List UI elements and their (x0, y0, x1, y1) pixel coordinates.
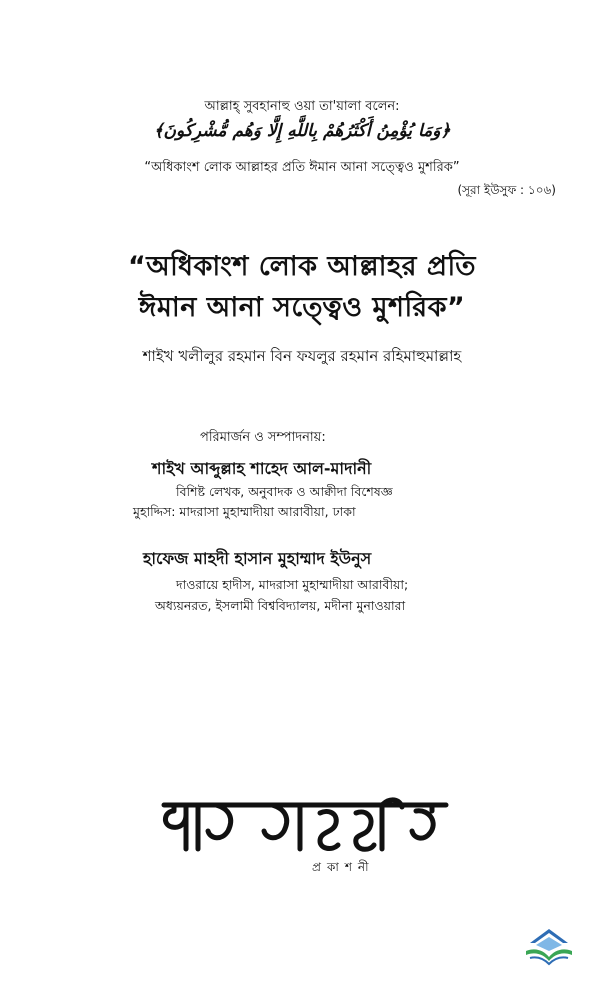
editing-label: পরিমার্জন ও সম্পাদনায়: (200, 430, 326, 445)
editor-1-affiliation: মুহাদ্দিস: মাদরাসা মুহাম্মাদীয়া আরাবীয়া, ঢাকা (133, 504, 356, 519)
surah-reference: (সূরা ইউসুফ : ১০৬) (457, 183, 556, 197)
intro-line: আল্লাহ্ সুবহানাহু ওয়া তা'য়ালা বলেন: (204, 99, 400, 114)
editor-1-description: বিশিষ্ট লেখক, অনুবাদক ও আক্বীদা বিশেষজ্ঞ (176, 484, 393, 499)
editor-1-name: শাইখ আব্দুল্লাহ শাহেদ আল-মাদানী (152, 459, 372, 478)
editor-2-name: হাফেজ মাহদী হাসান মুহাম্মাদ ইউনুস (143, 549, 372, 568)
publisher-subtitle: প্রকাশনী (312, 860, 375, 874)
publisher-logo (160, 795, 450, 855)
verse-translation: “অধিকাংশ লোক আল্লাহর প্রতি ঈমান আনা সত্ত্বেও মুশরিক” (144, 160, 460, 175)
editor-2-description: দাওরায়ে হাদীস, মাদরাসা মুহাম্মাদীয়া আরাবীয়া; (176, 577, 409, 592)
editor-2-affiliation: অধ্যয়নরত, ইসলামী বিশ্ববিদ্যালয়, মদীনা মুনাওয়ারা (155, 598, 406, 613)
book-title-line-2: ঈমান আনা সত্ত্বেও মুশরিক” (138, 292, 466, 323)
book-title-line-1: “অধিকাংশ লোক আল্লাহর প্রতি (128, 251, 476, 282)
arabic-verse: ﴿وَمَا يُؤْمِنُ أَكْثَرُهُمْ بِاللَّهِ إِلَّا وَهُم مُّشْرِكُونَ﴾ (153, 121, 451, 141)
author-name: শাইখ খলীলুর রহমান বিন ফযলুর রহমান রহিমাহুমাল্লাহ (142, 347, 462, 365)
book-logo-icon (522, 925, 576, 967)
